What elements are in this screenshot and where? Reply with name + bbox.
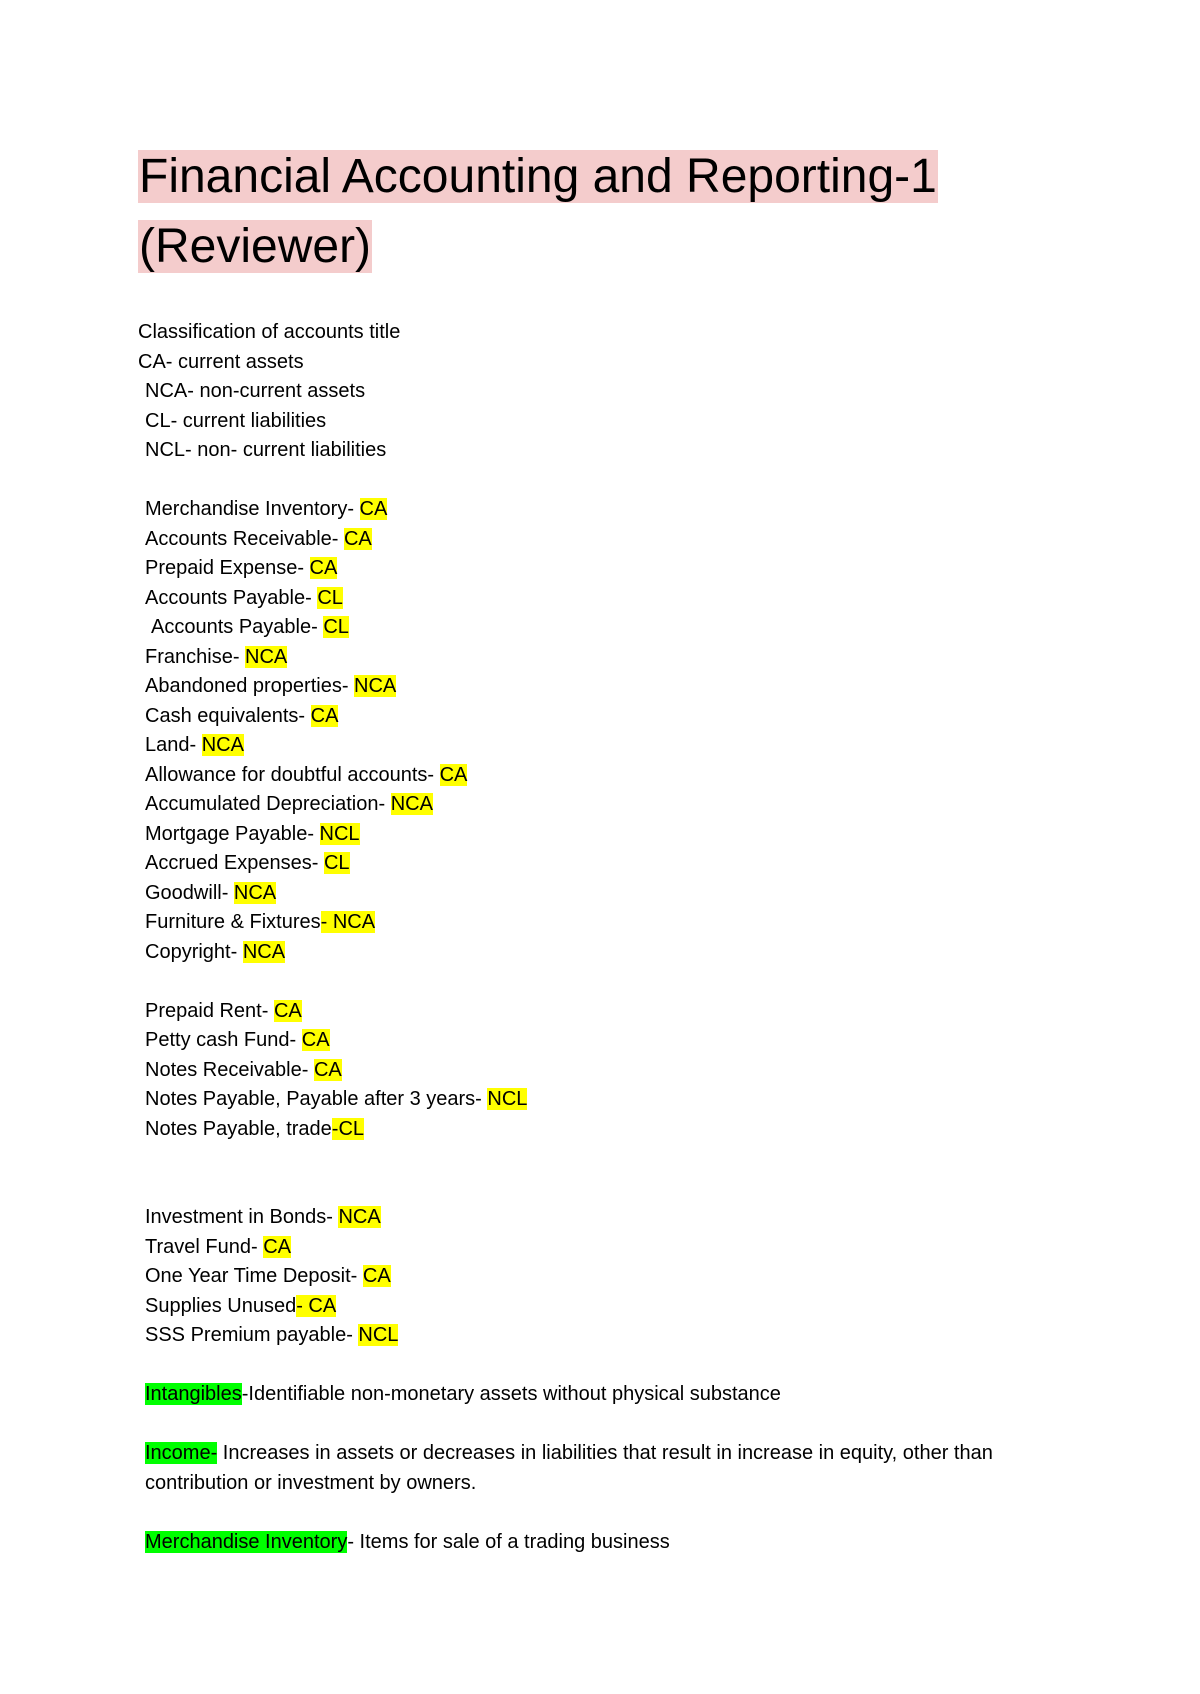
definition-intangibles — [138, 1380, 1078, 1410]
account-item — [138, 997, 1078, 1027]
account-code: CL — [323, 852, 350, 874]
account-code: CL — [317, 586, 343, 609]
spacer — [138, 1498, 1078, 1528]
account-code: CL — [323, 616, 349, 638]
account-name: Copyright- — [145, 940, 243, 963]
account-item — [138, 820, 1078, 850]
document-body — [138, 318, 1078, 1557]
account-code: NCL — [358, 1324, 399, 1346]
account-code: NCL — [319, 822, 360, 845]
account-code: -CL — [331, 1117, 365, 1140]
account-item — [138, 1056, 1078, 1086]
account-item — [138, 938, 1078, 968]
account-item — [138, 1026, 1078, 1056]
account-code: NCA — [245, 645, 288, 668]
account-name: Accounts Receivable- — [145, 527, 344, 550]
account-item — [138, 495, 1078, 525]
account-item — [138, 702, 1078, 732]
account-code: CA — [273, 999, 302, 1022]
account-item — [138, 761, 1078, 791]
account-name: Investment in Bonds- — [145, 1206, 339, 1228]
legend-item: NCA- non-current assets — [145, 380, 366, 402]
account-item — [138, 554, 1078, 584]
account-code: NCA — [201, 734, 244, 756]
account-name: Accounts Payable- — [151, 616, 324, 638]
account-code: CA — [439, 763, 468, 786]
account-code: CA — [301, 1029, 330, 1051]
definition-text: - Items for sale of a trading business — [347, 1530, 670, 1553]
account-item — [138, 1203, 1078, 1233]
account-code: CA — [359, 498, 388, 520]
account-name: Notes Receivable- — [145, 1058, 314, 1081]
account-code: - NCA — [320, 911, 376, 933]
account-name: Prepaid Rent- — [145, 999, 274, 1022]
account-code: NCL — [487, 1088, 528, 1110]
account-name: Merchandise Inventory- — [145, 498, 360, 520]
account-name: Abandoned properties- — [145, 675, 355, 697]
account-code: CA — [343, 527, 372, 550]
account-name: Mortgage Payable- — [145, 822, 320, 845]
account-code: CA — [263, 1235, 291, 1258]
legend-item: CA- current assets — [138, 350, 304, 373]
account-item — [138, 1262, 1078, 1292]
definition-text: -Identifiable non-monetary assets without physical substance — [241, 1383, 781, 1405]
definition-income — [138, 1439, 1078, 1498]
legend-heading: Classification of accounts title — [138, 321, 401, 343]
account-item — [138, 790, 1078, 820]
account-item — [138, 849, 1078, 879]
account-item — [138, 908, 1078, 938]
spacer — [138, 1410, 1078, 1440]
account-name: One Year Time Deposit- — [145, 1265, 363, 1287]
account-code: NCA — [233, 881, 277, 904]
account-code: NCA — [390, 793, 433, 815]
legend-item: CL- current liabilities — [145, 409, 327, 432]
title-line-1: Financial Accounting and Reporting-1 — [139, 150, 937, 203]
account-name: Franchise- — [145, 645, 246, 668]
account-name: Allowance for doubtful accounts- — [145, 763, 440, 786]
account-name: Travel Fund- — [145, 1235, 264, 1258]
account-name: Prepaid Expense- — [145, 557, 310, 579]
account-name: Cash equivalents- — [145, 704, 311, 727]
definition-term: Intangibles — [145, 1383, 242, 1405]
account-name: Petty cash Fund- — [145, 1029, 302, 1051]
account-name: Notes Payable, Payable after 3 years- — [145, 1088, 488, 1110]
spacer — [138, 967, 1078, 997]
title-line-2: (Reviewer) — [139, 220, 372, 273]
legend-item: NCL- non- current liabilities — [145, 439, 387, 461]
account-item — [138, 1233, 1078, 1263]
account-code: NCA — [354, 675, 397, 697]
spacer — [138, 466, 1078, 496]
account-code: - CA — [296, 1294, 337, 1317]
document-title — [138, 142, 1038, 282]
account-name: SSS Premium payable- — [145, 1324, 359, 1346]
account-item — [138, 1115, 1078, 1145]
account-item — [138, 1321, 1078, 1351]
account-item — [138, 584, 1078, 614]
account-item — [138, 1085, 1078, 1115]
account-item — [138, 525, 1078, 555]
account-item — [138, 643, 1078, 673]
account-name: Supplies Unused — [145, 1294, 297, 1317]
account-name: Furniture & Fixtures — [145, 911, 321, 933]
account-name: Accumulated Depreciation- — [145, 793, 391, 815]
definition-merchandise-inventory — [138, 1528, 1078, 1558]
account-name: Goodwill- — [145, 881, 234, 904]
account-code: NCA — [338, 1206, 381, 1228]
account-code: CA — [310, 704, 339, 727]
account-code: CA — [313, 1058, 342, 1081]
spacer — [138, 1351, 1078, 1381]
spacer — [138, 1144, 1078, 1203]
account-item — [138, 879, 1078, 909]
account-code: NCA — [242, 940, 286, 963]
account-name: Land- — [145, 734, 202, 756]
account-item — [138, 672, 1078, 702]
account-name: Accrued Expenses- — [145, 852, 324, 874]
account-name: Accounts Payable- — [145, 586, 318, 609]
definition-term: Income- — [145, 1442, 218, 1464]
account-item — [138, 1292, 1078, 1322]
account-code: CA — [362, 1265, 391, 1287]
account-name: Notes Payable, trade — [145, 1117, 332, 1140]
account-item — [138, 731, 1078, 761]
definition-term: Merchandise Inventory — [145, 1530, 348, 1553]
definition-text: Increases in assets or decreases in liabilities that result in increase in equity, other than contribution or investment by owners. — [145, 1442, 993, 1494]
account-item — [138, 613, 1078, 643]
account-code: CA — [309, 557, 338, 579]
